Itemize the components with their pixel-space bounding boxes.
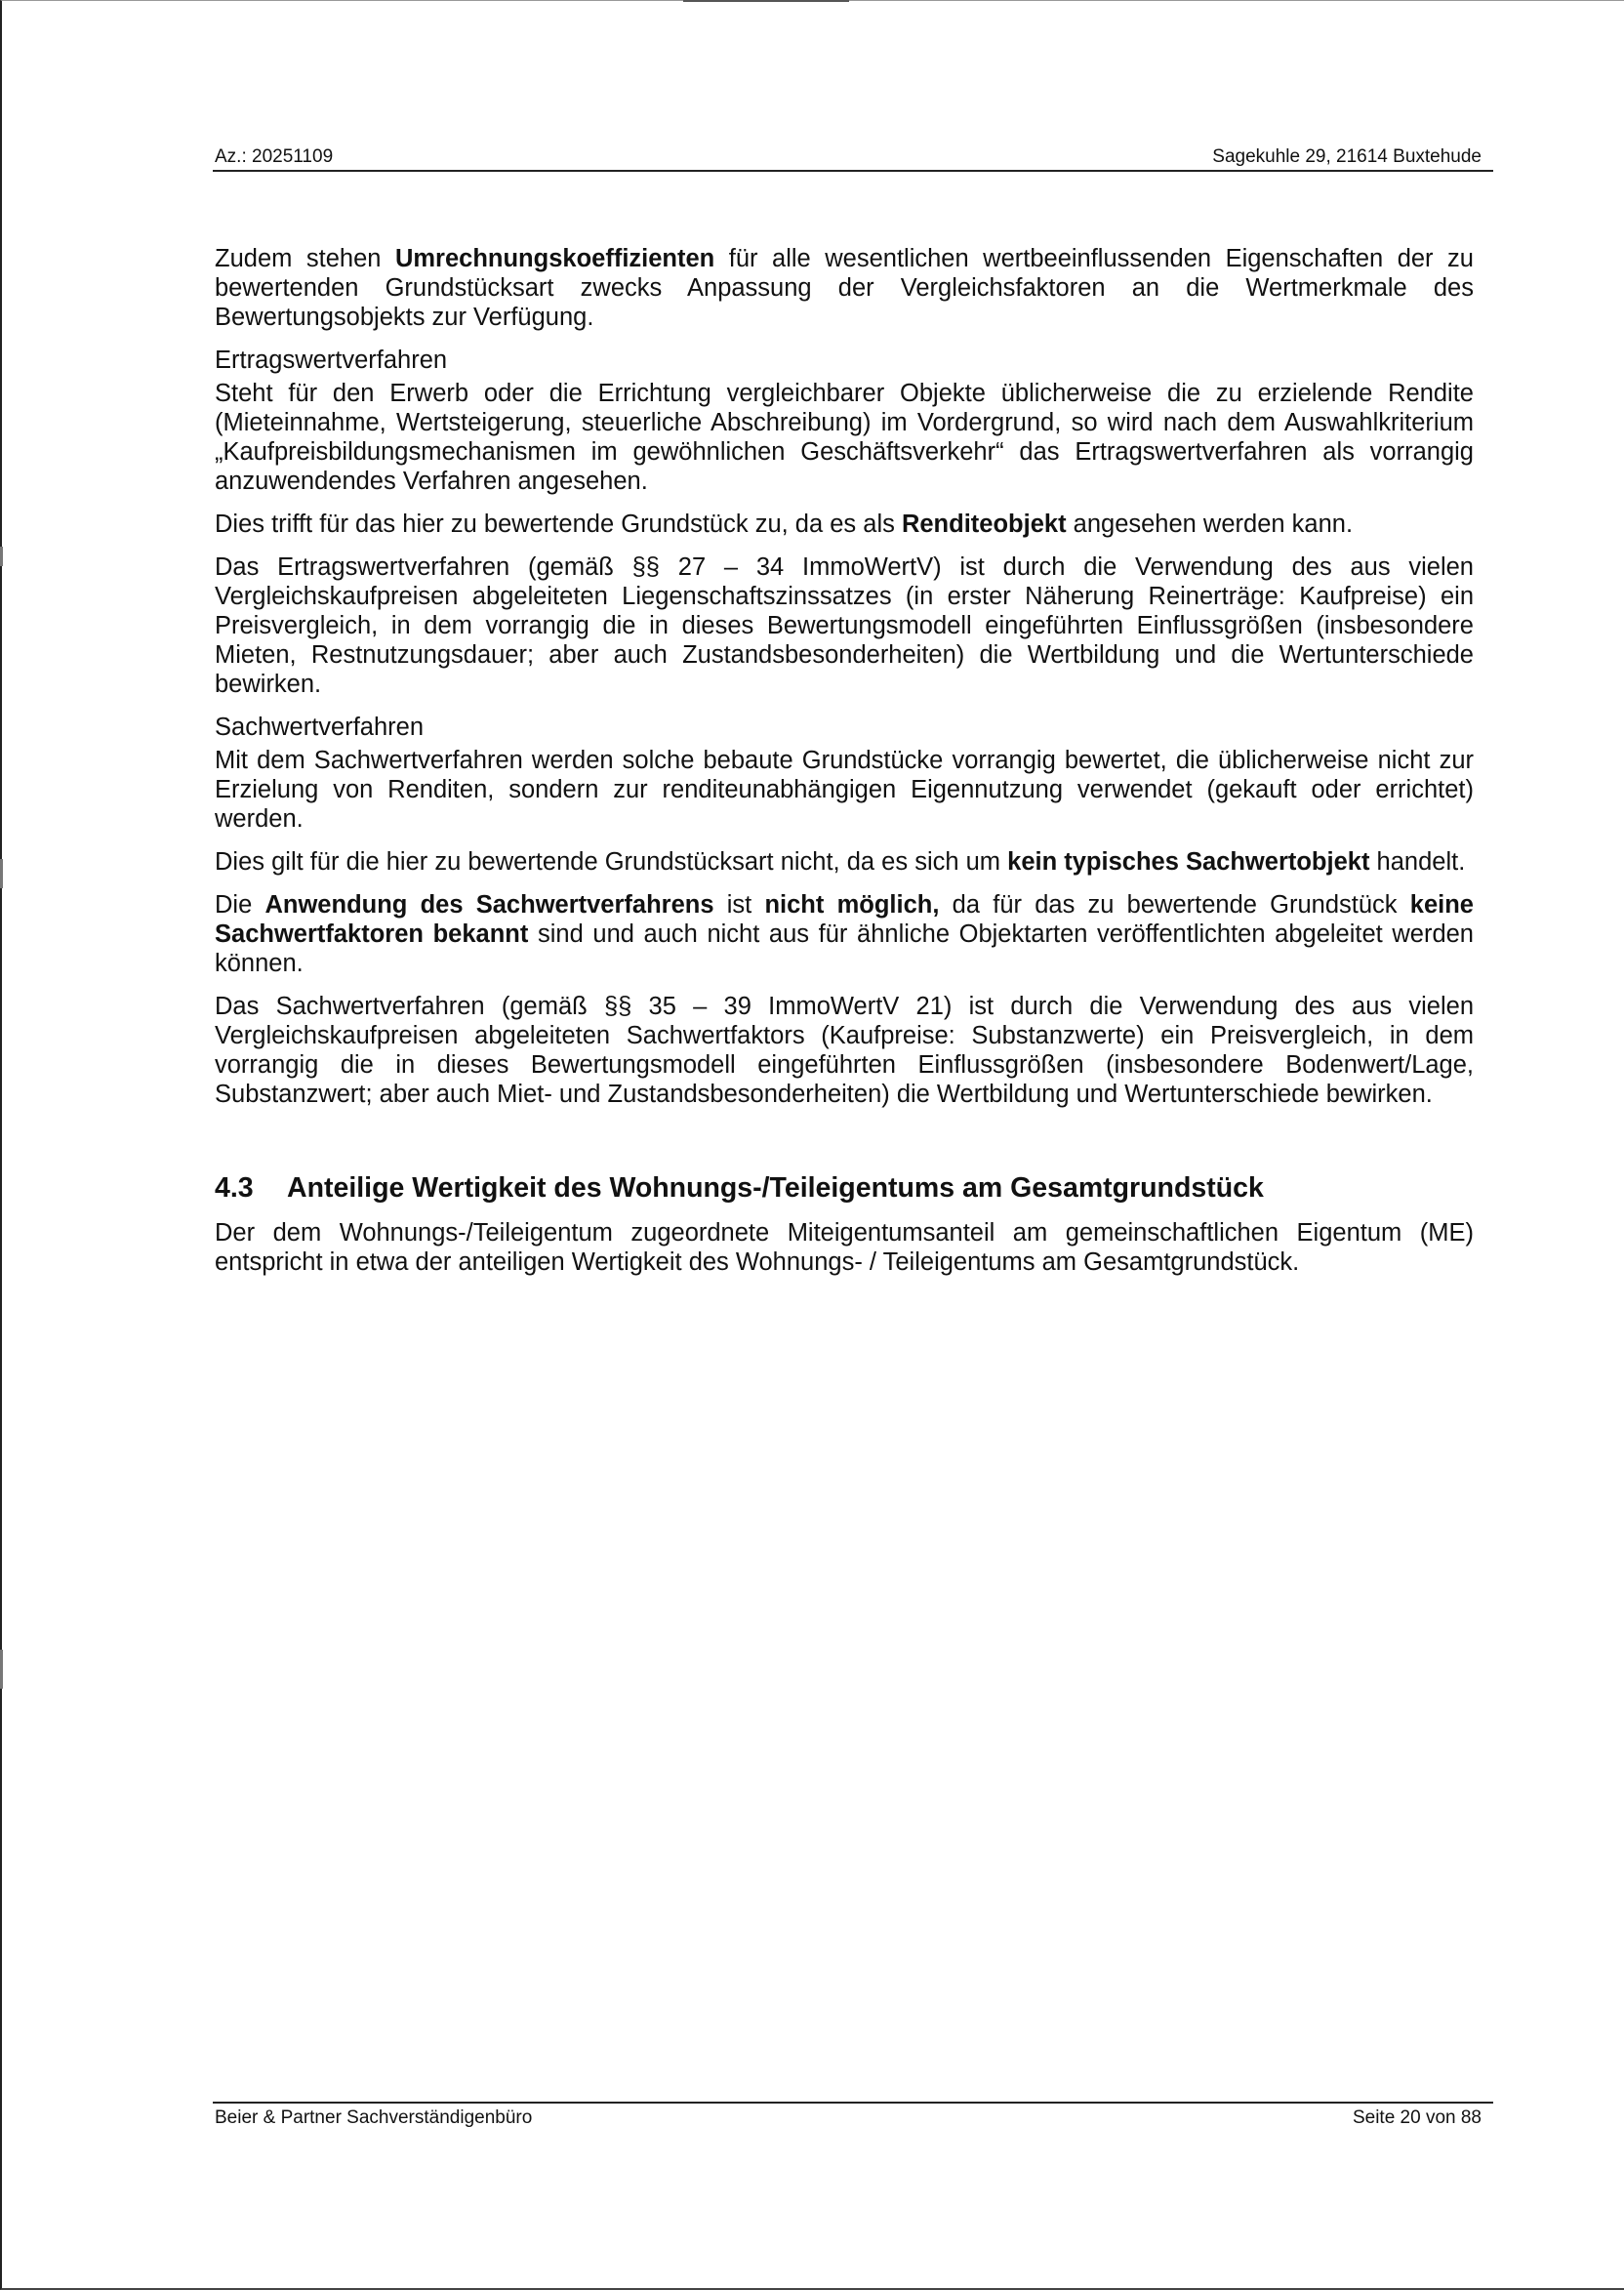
bold-text: nicht möglich, bbox=[764, 891, 940, 919]
property-address: Sagekuhle 29, 21614 Buxtehude bbox=[1212, 146, 1482, 167]
text-run: Steht für den Erwerb oder die Errichtung vergleichbarer Objekte üblicherweise die zu erzielende Rendite (Mieteinnahme, Wertsteigerung, steuerliche Abschreibung) im Vordergrund, so wird nach dem Auswahlkriterium „Kaufpreisbildungsmechanismen im gewöhnlichen Geschäftsverkehr“ das Ertragswertverfahren als vorrangig anzuwendendes Verfahren angesehen. bbox=[215, 380, 1474, 495]
file-reference: Az.: 20251109 bbox=[215, 146, 334, 167]
paragraph bbox=[215, 746, 1474, 834]
text-run: handelt. bbox=[1369, 848, 1466, 876]
paragraph bbox=[215, 992, 1474, 1109]
paragraph bbox=[215, 510, 1474, 539]
text-run: Zudem stehen bbox=[215, 245, 395, 272]
section-heading bbox=[215, 1171, 1474, 1205]
paragraph bbox=[215, 379, 1474, 496]
text-run: Mit dem Sachwertverfahren werden solche bebaute Grundstücke vorrangig bewertet, die üblicherweise nicht zur Erzielung von Renditen, sondern zur renditeunabhängigen Eigennutzung verwendet (gekauft oder errichtet) werden. bbox=[215, 747, 1474, 833]
page-number: Seite 20 von 88 bbox=[1352, 2107, 1482, 2128]
paragraph bbox=[215, 1218, 1474, 1277]
paragraph bbox=[215, 847, 1474, 877]
bold-text: Renditeobjekt bbox=[901, 511, 1067, 538]
text-run: Das Ertragswertverfahren (gemäß §§ 27 – 34 ImmoWertV) ist durch die Verwendung des aus vielen Vergleichskaufpreisen abgeleiteten Liegenschaftszinssatzes (in erster Näherung Reinerträge: Kaufpreise) ein Preisvergleich, in dem vorrangig die in dieses Bewertungsmodell eingeführten Einflussgrößen (insbesondere Mieten, Restnutzungsdauer; aber auch Zustandsbesonderheiten) die Wertbildung und die Wertunterschiede bewirken. bbox=[215, 553, 1474, 698]
section-number: 4.3 bbox=[215, 1172, 254, 1204]
scan-mark bbox=[0, 859, 3, 888]
scan-mark bbox=[683, 0, 849, 2]
text-run: Der dem Wohnungs-/Teileigentum zugeordnete Miteigentumsanteil am gemeinschaftlichen Eigentum (ME) entspricht in etwa der anteiligen Wertigkeit des Wohnungs- / Teileigentums am Gesamtgrundstück. bbox=[215, 1219, 1474, 1276]
scan-mark bbox=[0, 547, 3, 566]
document-body bbox=[215, 244, 1474, 1290]
text-run: Dies gilt für die hier zu bewertende Grundstücksart nicht, da es sich um bbox=[215, 848, 1008, 876]
scan-mark bbox=[0, 1650, 3, 1689]
text-run: Dies trifft für das hier zu bewertende Grundstück zu, da es als bbox=[215, 511, 902, 538]
subheading-sachwert: Sachwertverfahren bbox=[215, 714, 425, 741]
text-run: für alle wesentlichen wertbeeinflussenden Eigenschaften der zu bewertenden Grundstücksart zwecks Anpassung der Vergleichsfaktoren an die Wertmerkmale des Bewertungsobjekts zur Verfügung. bbox=[215, 245, 1474, 331]
text-run: Die bbox=[215, 891, 265, 919]
paragraph bbox=[215, 552, 1474, 699]
text-run: ist bbox=[713, 891, 765, 919]
paragraph bbox=[215, 244, 1474, 332]
page-footer bbox=[213, 2102, 1493, 2128]
text-run: angesehen werden kann. bbox=[1066, 511, 1354, 538]
bold-text: Umrechnungskoeffizienten bbox=[394, 245, 715, 272]
section-title: Anteilige Wertigkeit des Wohnungs-/Teileigentums am Gesamtgrundstück bbox=[287, 1172, 1264, 1204]
text-run: sind und auch nicht aus für ähnliche Objektarten veröffentlichten abgeleitet werden können. bbox=[215, 920, 1474, 977]
paragraph bbox=[215, 890, 1474, 978]
bold-text: keine Sachwertfaktoren bekannt bbox=[215, 891, 1474, 948]
office-name: Beier & Partner Sachverständigenbüro bbox=[215, 2107, 533, 2128]
bold-text: Anwendung des Sachwertverfahrens bbox=[264, 891, 714, 919]
page-header bbox=[213, 143, 1493, 172]
subheading-ertragswert: Ertragswertverfahren bbox=[215, 347, 448, 374]
section-4-3 bbox=[215, 1171, 1474, 1277]
text-run: Das Sachwertverfahren (gemäß §§ 35 – 39 ImmoWertV 21) ist durch die Verwendung des aus vielen Vergleichskaufpreisen abgeleiteten Sachwertfaktors (Kaufpreise: Substanzwerte) ein Preisvergleich, in dem vorrangig die in dieses Bewertungsmodell eingeführten Einflussgrößen (insbesondere Bodenwert/Lage, Substanzwert; aber auch Miet- und Zustandsbesonderheiten) die Wertbildung und Wertunterschiede bewirken. bbox=[215, 993, 1474, 1108]
bold-text: kein typisches Sachwertobjekt bbox=[1007, 848, 1370, 876]
text-run: da für das zu bewertende Grundstück bbox=[939, 891, 1410, 919]
